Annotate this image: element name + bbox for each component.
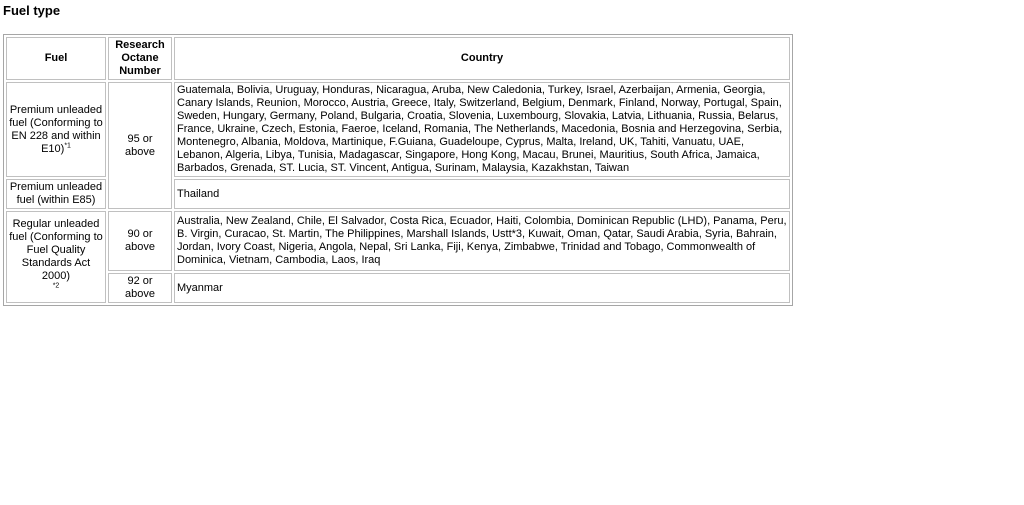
country-list: Australia, New Zealand, Chile, El Salvador, Costa Rica, Ecuador, Haiti, Colombia, Dominican Republic (LHD), Panama, Peru, B. Virgin, Curacao, St. Martin, The Philippines, Marshall Islands, Ustt*3, Kuwait, Oman, Qatar, Saudi Arabia, Syria, Bahrain, Jordan, Ivory Coast, Nigeria, Angola, Nepal, Sri Lanka, Fiji, Kenya, Zimbabwe, Trinidad and Tobago, Commonwealth of Dominica, Vietnam, Cambodia, Laos, Iraq <box>174 211 790 271</box>
table-row <box>6 82 790 177</box>
footnote-marker: *1 <box>64 141 71 149</box>
octane-cell: 95 or above <box>108 82 172 209</box>
header-fuel: Fuel <box>6 37 106 80</box>
octane-cell: 92 or above <box>108 273 172 303</box>
fuel-name: Premium unleaded fuel (within E85) <box>9 181 103 206</box>
country-list: Thailand <box>174 179 790 209</box>
octane-cell: 90 or above <box>108 211 172 271</box>
page-title: Fuel type <box>3 3 61 18</box>
header-country: Country <box>174 37 790 80</box>
fuel-type-table <box>3 34 793 306</box>
fuel-name: Premium unleaded fuel (Conforming to EN 228 and within E10) <box>9 103 103 155</box>
fuel-name: Regular unleaded fuel (Conforming to Fuel Quality Standards Act 2000) <box>9 218 103 282</box>
table-row <box>6 273 790 303</box>
fuel-cell <box>6 179 106 209</box>
header-research-octane-number: Research Octane Number <box>108 37 172 80</box>
table-header-row <box>6 37 790 80</box>
fuel-cell <box>6 82 106 177</box>
fuel-cell <box>6 211 106 303</box>
country-list: Guatemala, Bolivia, Uruguay, Honduras, Nicaragua, Aruba, New Caledonia, Turkey, Israel, Azerbaijan, Armenia, Georgia, Canary Islands, Reunion, Morocco, Austria, Greece, Italy, Switzerland, Belgium, Denmark, Finland, Norway, Portugal, Spain, Sweden, Hungary, Germany, Poland, Bulgaria, Croatia, Slovenia, Luxembourg, Slovakia, Latvia, Lithuania, Russia, Belarus, France, Ukraine, Czech, Estonia, Faeroe, Iceland, Romania, The Netherlands, Macedonia, Bosnia and Herzegovina, Serbia, Montenegro, Albania, Moldova, Martinique, F.Guiana, Guadeloupe, Cyprus, Malta, Ireland, UK, Tahiti, Vanuatu, UAE, Lebanon, Algeria, Libya, Tunisia, Madagascar, Singapore, Hong Kong, Macau, Brunei, Mauritius, South Africa, Jamaica, Barbados, Grenada, ST. Lucia, ST. Vincent, Antigua, Surinam, Malaysia, Kazakhstan, Taiwan <box>174 82 790 177</box>
country-list: Myanmar <box>174 273 790 303</box>
footnote-marker: *2 <box>52 282 60 290</box>
table-row <box>6 211 790 271</box>
